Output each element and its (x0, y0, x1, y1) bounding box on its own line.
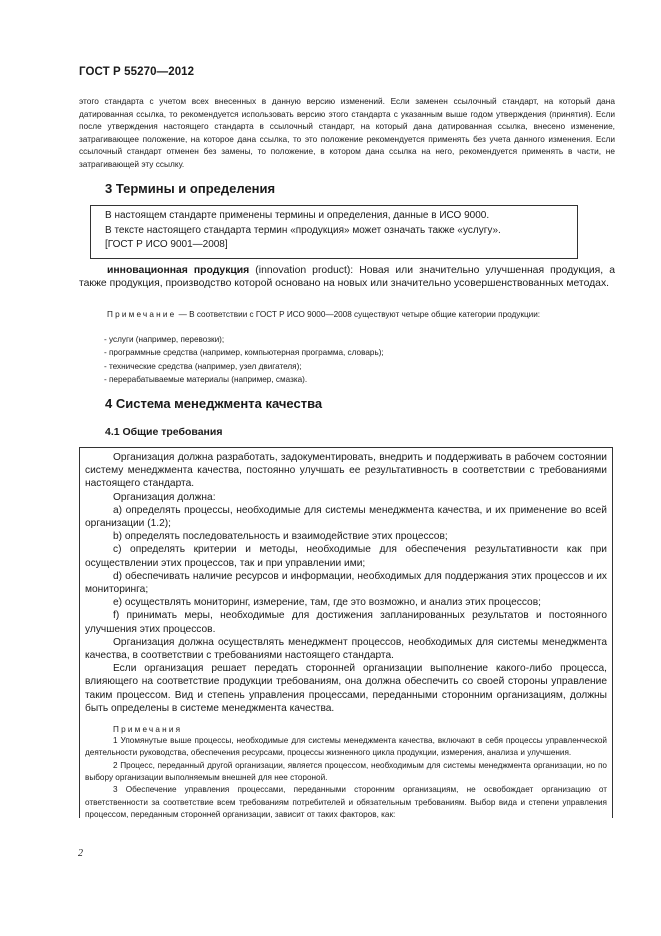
list-item: f) принимать меры, необходимые для достижения запланированных результатов и постоянного улучшения этих процессов. (85, 610, 607, 635)
intro-paragraph: этого стандарта с учетом всех внесенных в данную версию изменений. Если заменен ссылочный стандарт, на который дана датированная ссылка, то рекомендуется использовать версию этого стандарта с указанным выше годом утверждения (принятия). Если после утверждения настоящего стандарта в ссылочный стандарт, на который дана датированная ссылка, внесено изменение, затрагивающее положение, на которое дана ссылка, то это положение рекомендуется применять без учета данного изменения. Если ссылочный стандарт отменен без замены, то положение, в котором дана ссылка на него, рекомендуется применять в части, не затрагивающей эту ссылку. (79, 96, 615, 169)
note-item: 2 Процесс, переданный другой организации, является процессом, необходимым для системы менеджмента организации, но по выбору организации выполняемым внешней для нее стороной. (85, 760, 607, 782)
note-label: Примечание (107, 310, 177, 319)
quoted-line: [ГОСТ Р ИСО 9001—2008] (105, 239, 228, 250)
definition-text: (innovation product): Новая или значительно улучшенная продукция, а также продукция, производство которой основано на новых или значительно усовершенствованных методах. (79, 265, 615, 290)
section-3-heading: 3 Термины и определения (105, 181, 276, 196)
list-item: e) осуществлять мониторинг, измерение, там, где это возможно, и анализ этих процессов; (113, 597, 541, 609)
quoted-terms-box (90, 205, 578, 259)
section-4-heading: 4 Система менеджмента качества (105, 396, 323, 411)
quoted-line: В настоящем стандарте применены термины и определения, данные в ИСО 9000. (105, 210, 490, 221)
notes-title: Примечания (113, 725, 183, 735)
paragraph: Организация должна осуществлять менеджмент процессов, необходимых для системы менеджмента качества, в соответствии с требованиями настоящего стандарта. (85, 636, 607, 662)
list-item: d) обеспечивать наличие ресурсов и информации, необходимых для поддержания этих процессов и их мониторинга; (85, 570, 607, 596)
note-item: 1 Упомянутые выше процессы, необходимые для системы менеджмента качества, включают в себя процессы управленческой деятельности руководства, обеспечения ресурсами, процессы жизненного цикла продукции, измерения, анализа и улучшения. (85, 736, 607, 758)
product-categories-list (104, 333, 384, 387)
document-header: ГОСТ Р 55270—2012 (79, 66, 195, 78)
page-number: 2 (78, 848, 83, 859)
note-text: — В соответствии с ГОСТ Р ИСО 9000—2008 существуют четыре общие категории продукции: (178, 310, 541, 319)
product-categories-note (79, 309, 615, 322)
list-item: - перерабатываемые материалы (например, смазка). (104, 375, 308, 385)
paragraph: Если организация решает передать сторонней организации выполнение какого-либо процесса, влияющего на соответствие продукции требованиям, она должна обеспечить со своей стороны управление таким процессом. Вид и степень управления процессами, переданными сторонним организациям, должны быть определены в системе менеджмента качества. (85, 663, 607, 714)
paragraph: Организация должна: (113, 491, 216, 503)
list-item: a) определять процессы, необходимые для системы менеджмента качества, и их применение во всей организации (1.2); (85, 504, 607, 530)
list-item: b) определять последовательность и взаимодействие этих процессов; (113, 531, 448, 543)
note-item: 3 Обеспечение управления процессами, переданными сторонним организациям, не освобождает организацию от ответственности за соответствие всем требованиям потребителей и обязательным требованиям. Выбор вида и степени управления процессом, переданным сторонней организации, зависит от таких факторов, как: (85, 785, 607, 819)
paragraph: Организация должна разработать, задокументировать, внедрить и поддерживать в рабочем состоянии систему менеджмента качества, постоянно улучшать ее результативность в соответствии с требованиями настоящего стандарта. (85, 452, 607, 490)
list-item: c) определять критерии и методы, необходимые для обеспечения результативности как при осуществлении этих процессов, так и при управлении ими; (85, 544, 607, 569)
list-item: - технические средства (например, узел двигателя); (104, 361, 302, 371)
section-4-1-heading: 4.1 Общие требования (105, 426, 223, 438)
list-item: - программные средства (например, компьютерная программа, словарь); (104, 348, 384, 358)
quoted-line: В тексте настоящего стандарта термин «продукция» может означать также «услугу». (105, 224, 501, 236)
definition-innovation-product (79, 264, 615, 291)
definition-term: инновационная продукция (107, 265, 250, 276)
general-requirements-box (79, 447, 613, 818)
list-item: - услуги (например, перевозки); (104, 335, 225, 344)
